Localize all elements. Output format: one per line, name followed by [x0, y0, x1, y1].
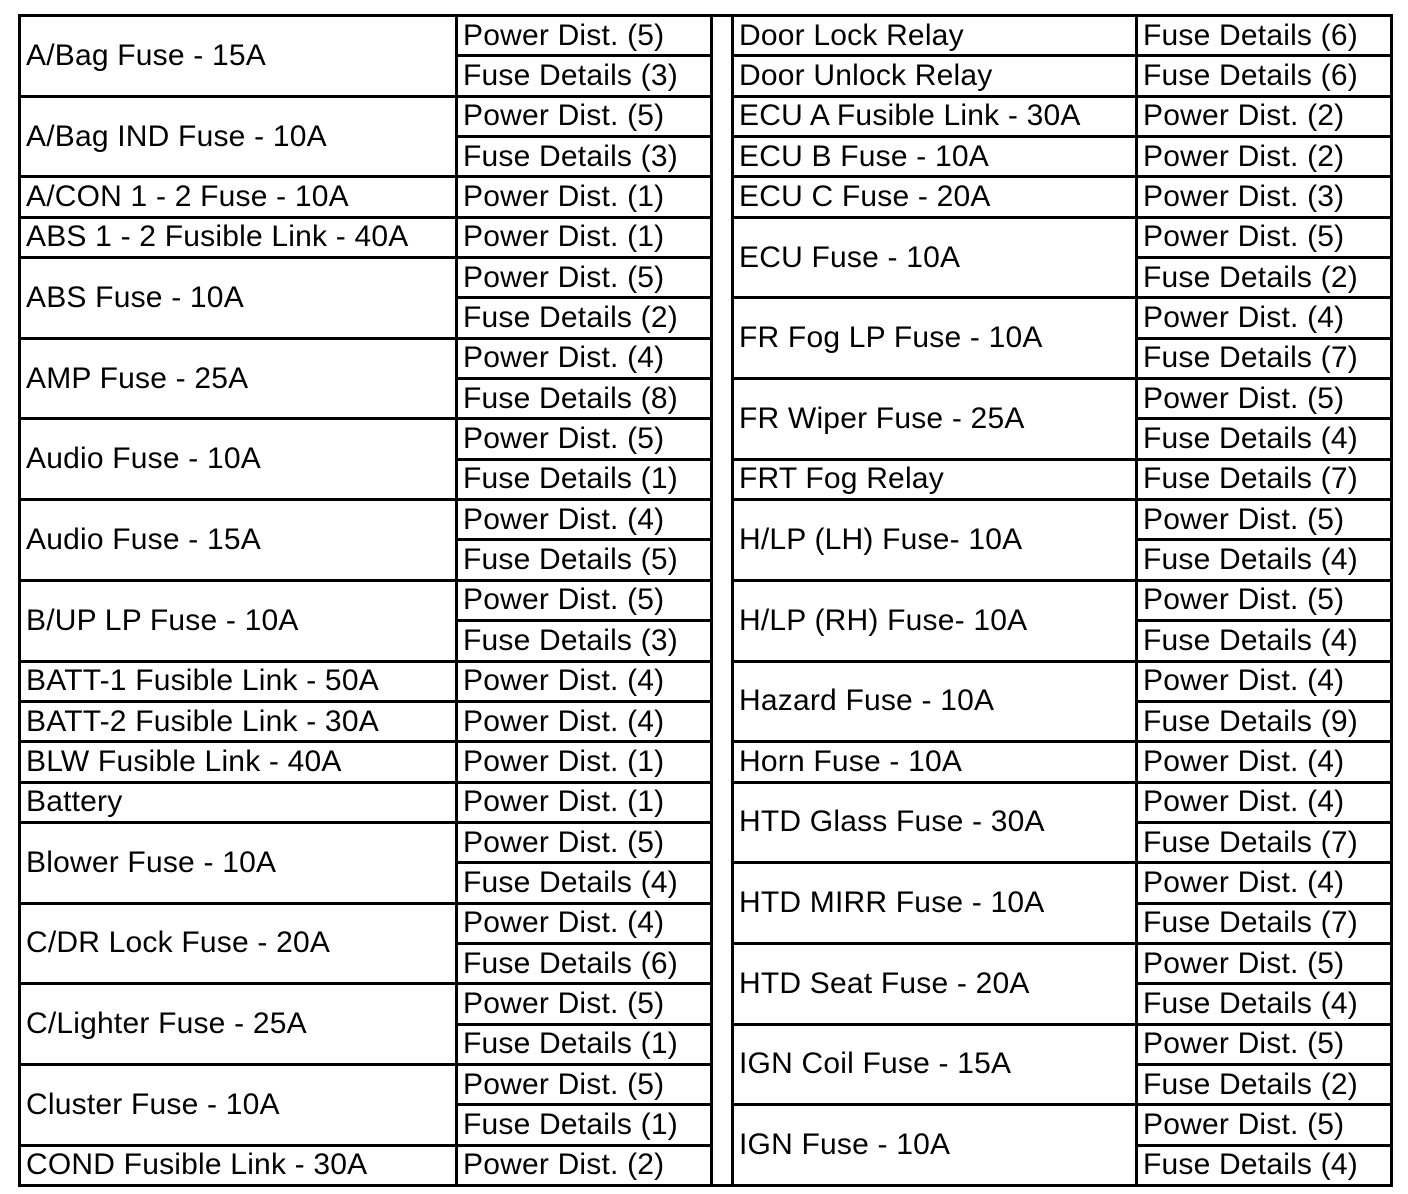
page-reference-cell: Fuse Details (3) [457, 621, 712, 661]
table-row [20, 580, 712, 620]
page-reference-cell: Fuse Details (7) [1137, 338, 1392, 378]
page-reference-cell: Power Dist. (5) [457, 580, 712, 620]
component-name-cell: ECU B Fuse - 10A [733, 137, 1137, 177]
table-row [20, 822, 712, 862]
component-name-cell: FR Wiper Fuse - 25A [733, 379, 1137, 460]
page-reference-cell: Fuse Details (5) [457, 540, 712, 580]
component-name-cell: FRT Fog Relay [733, 459, 1137, 499]
page-reference-cell: Fuse Details (7) [1137, 822, 1392, 862]
component-name-cell: ABS Fuse - 10A [20, 258, 457, 339]
page-reference-cell: Power Dist. (1) [457, 217, 712, 257]
page-reference-cell: Fuse Details (4) [1137, 984, 1392, 1024]
page-reference-cell: Fuse Details (4) [1137, 621, 1392, 661]
component-name-cell: Audio Fuse - 15A [20, 500, 457, 581]
table-row [733, 943, 1392, 983]
fuse-index-sheet [18, 14, 1390, 1187]
page-reference-cell: Power Dist. (4) [1137, 782, 1392, 822]
page-reference-cell: Fuse Details (2) [1137, 1064, 1392, 1104]
page-reference-cell: Fuse Details (7) [1137, 459, 1392, 499]
table-row [733, 137, 1392, 177]
component-name-cell: BLW Fusible Link - 40A [20, 742, 457, 782]
page-reference-cell: Power Dist. (5) [1137, 1105, 1392, 1145]
component-name-cell: AMP Fuse - 25A [20, 338, 457, 419]
page-reference-cell: Fuse Details (1) [457, 1105, 712, 1145]
component-name-cell: FR Fog LP Fuse - 10A [733, 298, 1137, 379]
table-row [20, 701, 712, 741]
component-name-cell: IGN Fuse - 10A [733, 1105, 1137, 1186]
component-name-cell: Cluster Fuse - 10A [20, 1064, 457, 1145]
page-reference-cell: Power Dist. (4) [1137, 863, 1392, 903]
table-row [733, 661, 1392, 701]
page-reference-cell: Power Dist. (5) [457, 419, 712, 459]
table-row [733, 1024, 1392, 1064]
page-reference-cell: Power Dist. (2) [457, 1145, 712, 1185]
component-name-cell: Blower Fuse - 10A [20, 822, 457, 903]
table-row [733, 298, 1392, 338]
table-row [733, 500, 1392, 540]
page-reference-cell: Power Dist. (5) [457, 96, 712, 136]
component-name-cell: A/Bag IND Fuse - 10A [20, 96, 457, 177]
table-row [20, 903, 712, 943]
table-row [20, 338, 712, 378]
component-name-cell: ECU A Fusible Link - 30A [733, 96, 1137, 136]
table-row [733, 782, 1392, 822]
page-reference-cell: Power Dist. (4) [457, 701, 712, 741]
page-reference-cell: Power Dist. (4) [457, 661, 712, 701]
page-reference-cell: Power Dist. (4) [1137, 742, 1392, 782]
table-row [20, 742, 712, 782]
page-reference-cell: Power Dist. (5) [1137, 217, 1392, 257]
page-reference-cell: Power Dist. (1) [457, 177, 712, 217]
table-row [20, 16, 712, 56]
page-reference-cell: Fuse Details (8) [457, 379, 712, 419]
table-row [20, 500, 712, 540]
right-index-table [731, 14, 1393, 1187]
page-reference-cell: Power Dist. (3) [1137, 177, 1392, 217]
table-row [733, 177, 1392, 217]
page-reference-cell: Fuse Details (6) [457, 943, 712, 983]
page-reference-cell: Power Dist. (2) [1137, 137, 1392, 177]
table-row [733, 863, 1392, 903]
page-reference-cell: Fuse Details (4) [1137, 1145, 1392, 1185]
component-name-cell: ECU C Fuse - 20A [733, 177, 1137, 217]
component-name-cell: BATT-1 Fusible Link - 50A [20, 661, 457, 701]
component-name-cell: Door Lock Relay [733, 16, 1137, 56]
page-reference-cell: Fuse Details (4) [457, 863, 712, 903]
component-name-cell: B/UP LP Fuse - 10A [20, 580, 457, 661]
page-reference-cell: Fuse Details (1) [457, 459, 712, 499]
table-row [20, 217, 712, 257]
page-reference-cell: Power Dist. (5) [1137, 500, 1392, 540]
table-row [733, 16, 1392, 56]
page-reference-cell: Power Dist. (5) [457, 16, 712, 56]
component-name-cell: H/LP (RH) Fuse- 10A [733, 580, 1137, 661]
page-reference-cell: Fuse Details (6) [1137, 16, 1392, 56]
page-reference-cell: Power Dist. (4) [457, 903, 712, 943]
table-row [20, 661, 712, 701]
page-reference-cell: Power Dist. (5) [1137, 943, 1392, 983]
page-reference-cell: Power Dist. (5) [457, 258, 712, 298]
table-row [20, 1064, 712, 1104]
page-reference-cell: Power Dist. (5) [457, 984, 712, 1024]
table-row [733, 459, 1392, 499]
component-name-cell: HTD MIRR Fuse - 10A [733, 863, 1137, 944]
page-reference-cell: Fuse Details (2) [457, 298, 712, 338]
table-row [20, 1145, 712, 1185]
page-reference-cell: Power Dist. (1) [457, 782, 712, 822]
page-reference-cell: Fuse Details (2) [1137, 258, 1392, 298]
component-name-cell: Hazard Fuse - 10A [733, 661, 1137, 742]
component-name-cell: BATT-2 Fusible Link - 30A [20, 701, 457, 741]
table-row [20, 984, 712, 1024]
page-reference-cell: Fuse Details (3) [457, 137, 712, 177]
component-name-cell: HTD Glass Fuse - 30A [733, 782, 1137, 863]
table-row [20, 177, 712, 217]
table-row [733, 580, 1392, 620]
component-name-cell: Door Unlock Relay [733, 56, 1137, 96]
table-row [20, 419, 712, 459]
page-reference-cell: Power Dist. (4) [457, 338, 712, 378]
page-reference-cell: Power Dist. (5) [1137, 1024, 1392, 1064]
table-row [733, 96, 1392, 136]
page-reference-cell: Power Dist. (5) [1137, 379, 1392, 419]
page-reference-cell: Fuse Details (9) [1137, 701, 1392, 741]
component-name-cell: Audio Fuse - 10A [20, 419, 457, 500]
page-reference-cell: Fuse Details (7) [1137, 903, 1392, 943]
table-row [20, 96, 712, 136]
page-reference-cell: Power Dist. (5) [457, 1064, 712, 1104]
table-row [733, 1105, 1392, 1145]
component-name-cell: COND Fusible Link - 30A [20, 1145, 457, 1185]
table-row [733, 56, 1392, 96]
component-name-cell: H/LP (LH) Fuse- 10A [733, 500, 1137, 581]
component-name-cell: A/CON 1 - 2 Fuse - 10A [20, 177, 457, 217]
component-name-cell: C/DR Lock Fuse - 20A [20, 903, 457, 984]
page-reference-cell: Power Dist. (5) [457, 822, 712, 862]
page-reference-cell: Power Dist. (4) [457, 500, 712, 540]
left-index-table [18, 14, 713, 1187]
component-name-cell: Horn Fuse - 10A [733, 742, 1137, 782]
component-name-cell: C/Lighter Fuse - 25A [20, 984, 457, 1065]
table-row [733, 217, 1392, 257]
page-reference-cell: Power Dist. (4) [1137, 298, 1392, 338]
page-reference-cell: Fuse Details (1) [457, 1024, 712, 1064]
table-row [733, 379, 1392, 419]
component-name-cell: IGN Coil Fuse - 15A [733, 1024, 1137, 1105]
component-name-cell: ABS 1 - 2 Fusible Link - 40A [20, 217, 457, 257]
component-name-cell: A/Bag Fuse - 15A [20, 16, 457, 97]
page-reference-cell: Fuse Details (3) [457, 56, 712, 96]
column-gap [710, 14, 731, 1187]
table-row [20, 782, 712, 822]
table-row [733, 742, 1392, 782]
page-reference-cell: Fuse Details (4) [1137, 419, 1392, 459]
component-name-cell: Battery [20, 782, 457, 822]
component-name-cell: ECU Fuse - 10A [733, 217, 1137, 298]
page-reference-cell: Power Dist. (5) [1137, 580, 1392, 620]
page-reference-cell: Fuse Details (4) [1137, 540, 1392, 580]
page-reference-cell: Power Dist. (1) [457, 742, 712, 782]
page-reference-cell: Power Dist. (4) [1137, 661, 1392, 701]
table-row [20, 258, 712, 298]
component-name-cell: HTD Seat Fuse - 20A [733, 943, 1137, 1024]
page-reference-cell: Fuse Details (6) [1137, 56, 1392, 96]
page-reference-cell: Power Dist. (2) [1137, 96, 1392, 136]
